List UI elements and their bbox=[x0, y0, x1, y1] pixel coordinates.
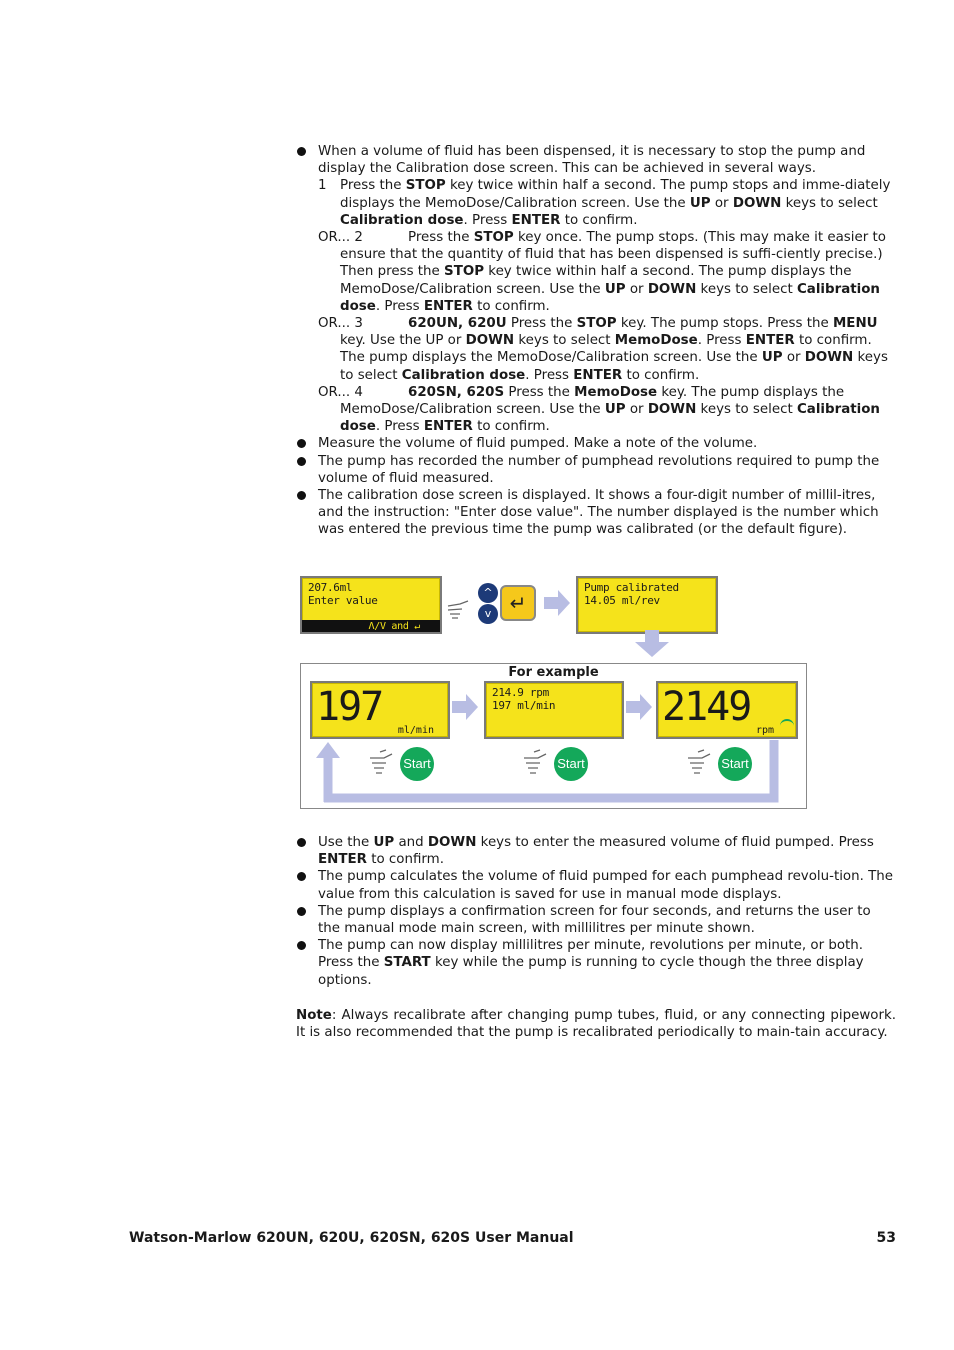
step-3: OR... 3 620UN, 620U Press the STOP key. The pump stops. Press the MENU key. Use the UP or DOWN keys to select MemoDose. Press ENTER to confirm. The pump displays the MemoDose/Calibration screen. Use the UP or DOWN keys to select Calibration dose. Press ENTER to confirm. bbox=[318, 316, 888, 383]
arrow-right-icon bbox=[624, 692, 654, 722]
bullet-icon bbox=[297, 941, 306, 950]
lcd-pump-calibrated bbox=[576, 576, 718, 634]
lcd-example-rpm bbox=[656, 681, 798, 739]
example-title: For example bbox=[508, 665, 599, 680]
arrow-right-icon bbox=[542, 588, 572, 618]
lcd-text: 14.05 ml/rev bbox=[584, 594, 660, 607]
page-footer bbox=[129, 1230, 896, 1246]
hand-icon bbox=[368, 748, 402, 778]
up-key-icon: ^ bbox=[478, 583, 498, 603]
body-text-top bbox=[296, 143, 896, 539]
bullet-item: The pump can now display millilitres per minute, revolutions per minute, or both. Press the START key while the pump is running to cycle though the three display options. bbox=[296, 937, 896, 989]
footer-title: Watson-Marlow 620UN, 620U, 620SN, 620S User Manual bbox=[129, 1230, 574, 1246]
lcd-text: Enter value bbox=[308, 594, 378, 607]
hand-icon bbox=[686, 748, 720, 778]
bullet-icon bbox=[297, 872, 306, 881]
lcd-big-value: 197 bbox=[316, 684, 383, 730]
body-text-bottom bbox=[296, 834, 896, 1041]
hand-icon bbox=[522, 748, 556, 778]
bullet-item: Use the UP and DOWN keys to enter the measured volume of fluid pumped. Press ENTER to confirm. bbox=[296, 834, 896, 868]
lcd-text: 207.6ml bbox=[308, 581, 353, 594]
bullet-icon bbox=[297, 907, 306, 916]
down-key-icon: v bbox=[478, 604, 498, 624]
page-number: 53 bbox=[876, 1230, 896, 1246]
lcd-text: 197 ml/min bbox=[492, 699, 556, 712]
lcd-example-ml-min bbox=[310, 681, 450, 739]
arrow-right-icon bbox=[450, 692, 480, 722]
start-key-icon: Start bbox=[554, 747, 588, 781]
step-2: OR... 2 Press the STOP key once. The pump stops. (This may make it easier to ensure that the quantity of fluid that has been dispensed is suffi-ciently precise.) Then press the STOP key twice within half a second. The pump displays the MemoDose/Calibration screen. Use the UP or DOWN keys to select Calibration dose. Press ENTER to confirm. bbox=[318, 230, 886, 314]
step-4: OR... 4 620SN, 620S Press the MemoDose key. The pump displays the MemoDose/Calibration screen. Use the UP or DOWN keys to select Calibration dose. Press ENTER to confirm. bbox=[318, 384, 880, 435]
step-1: 1 Press the STOP key twice within half a second. The pump stops and imme-diately displays the MemoDose/Calibration screen. Use the UP or DOWN keys to select Calibration dose. Press ENTER to confirm. bbox=[318, 178, 891, 228]
lcd-example-both bbox=[484, 681, 624, 739]
bullet-item: The pump has recorded the number of pumphead revolutions required to pump the volume of fluid measured. bbox=[296, 453, 896, 487]
arrow-down-icon bbox=[633, 630, 671, 658]
lcd-text: Λ/V and ↵ bbox=[368, 621, 420, 632]
bullet-icon bbox=[297, 147, 306, 156]
bullet-item: The calibration dose screen is displayed. It shows a four-digit number of millil-itres, and the instruction: "Enter dose value". The number displayed is the number which was entered the previous time the pump was calibrated (or the default figure). bbox=[296, 487, 896, 539]
enter-key-icon: ↵ bbox=[500, 585, 536, 621]
bullet-item: The pump displays a confirmation screen for four seconds, and returns the user to the manual mode main screen, with millilitres per minute shown. bbox=[296, 903, 896, 937]
bullet-item: When a volume of fluid has been dispensed, it is necessary to stop the pump and display the Calibration dose screen. This can be achieved in several ways. bbox=[296, 143, 896, 177]
bullet-icon bbox=[297, 457, 306, 466]
bullet-icon bbox=[297, 491, 306, 500]
lcd-text: 214.9 rpm bbox=[492, 686, 549, 699]
bullet-icon bbox=[297, 439, 306, 448]
bullet-icon bbox=[297, 838, 306, 847]
start-key-icon: Start bbox=[400, 747, 434, 781]
rotation-icon bbox=[780, 719, 794, 729]
lcd-text: Pump calibrated bbox=[584, 581, 679, 594]
lcd-enter-value bbox=[300, 576, 442, 634]
start-key-icon: Start bbox=[718, 747, 752, 781]
hand-icon bbox=[446, 592, 476, 622]
lcd-big-value: 2149 bbox=[662, 684, 751, 730]
lcd-unit: ml/min bbox=[397, 725, 434, 736]
bullet-item: The pump calculates the volume of fluid pumped for each pumphead revolu-tion. The value from this calculation is saved for use in manual mode displays. bbox=[296, 868, 896, 902]
note-paragraph: Note: Always recalibrate after changing pump tubes, fluid, or any connecting pipework. It is also recommended that the pump is recalibrated periodically to main-tain accuracy. bbox=[296, 1007, 896, 1041]
bullet-item: Measure the volume of fluid pumped. Make a note of the volume. bbox=[296, 435, 896, 452]
lcd-unit: rpm bbox=[755, 725, 774, 736]
